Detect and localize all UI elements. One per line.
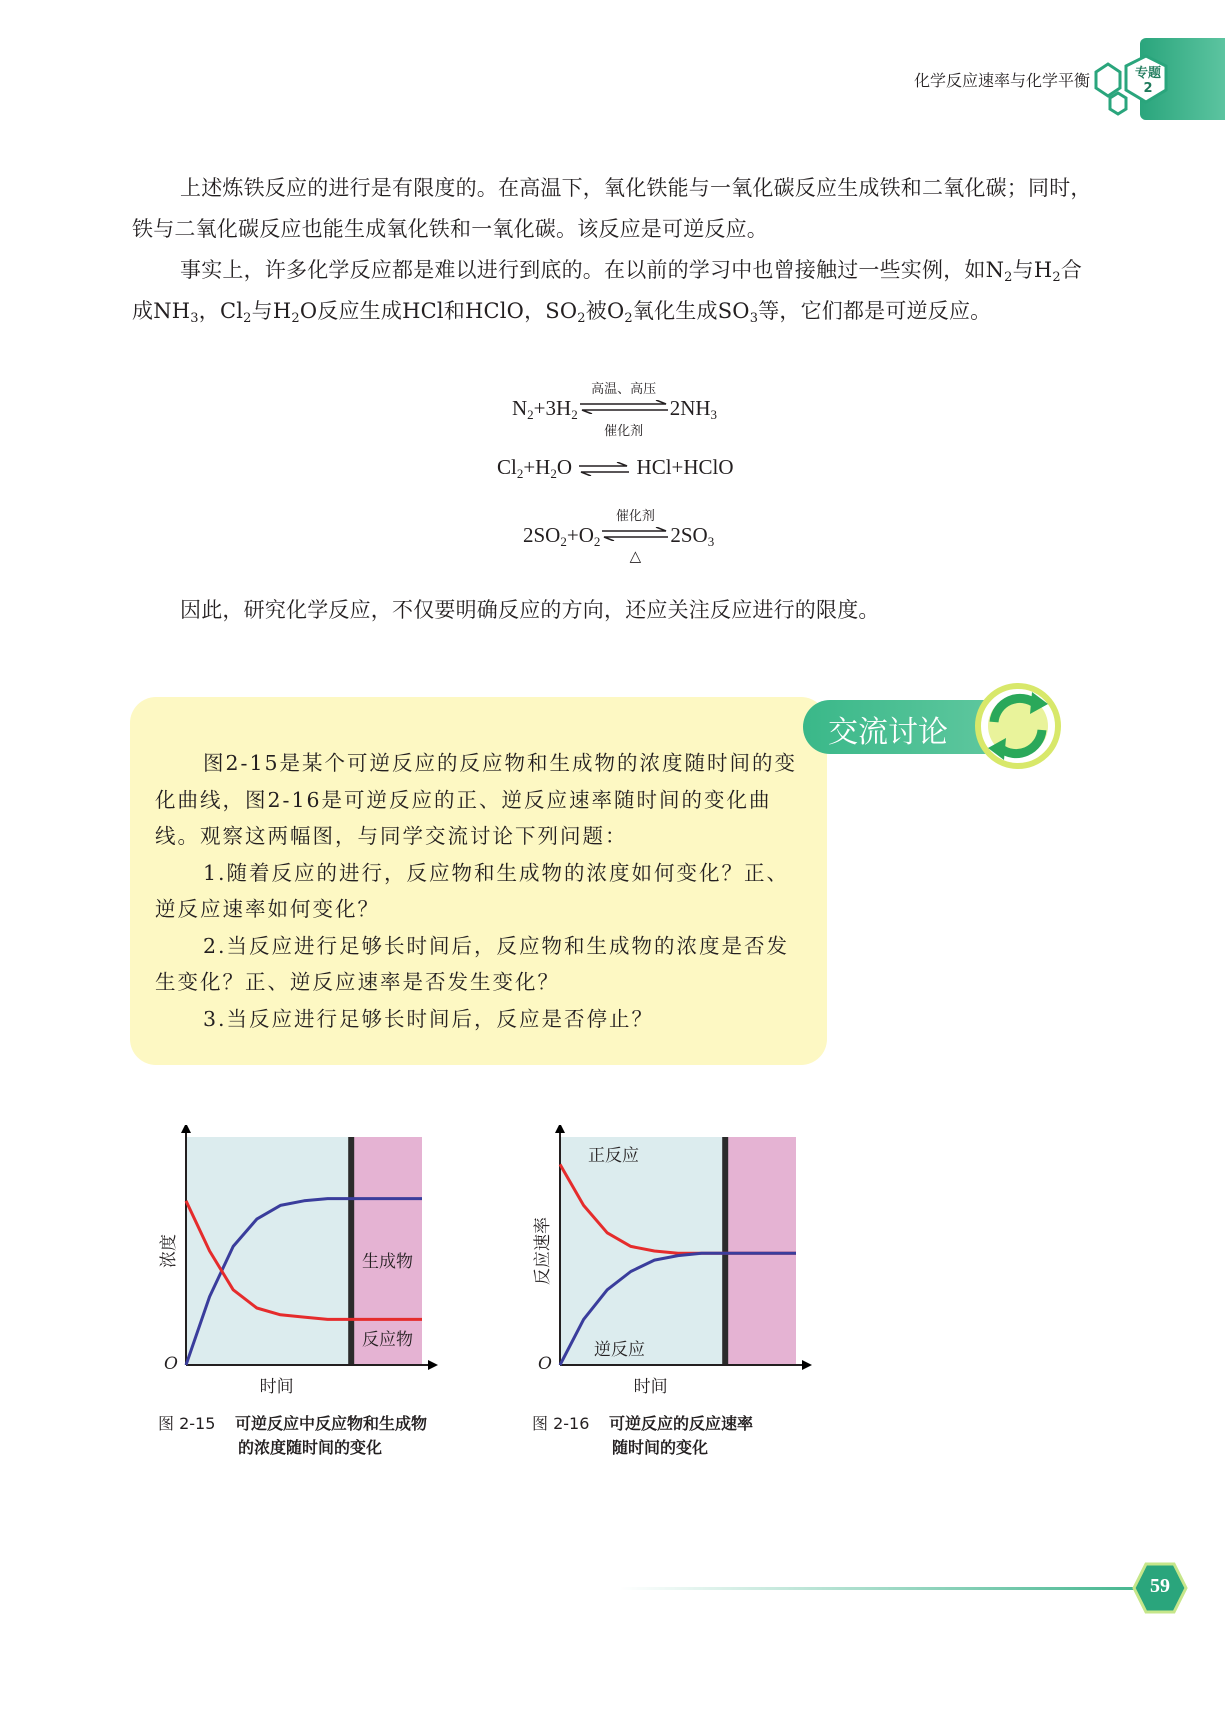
condition-top: 高温、高压 [591,382,657,398]
paragraph-2-text: 事实上，许多化学反应都是难以进行到底的。在以前的学习中也曾接触过一些实例，如$N_2$与$H_2$合成$NH_3$，$Cl_2$与$H_2O$反应生成HCl和HClO，$SO_2$被$O_2$氧化生成$SO_3$等，它们都是可逆反应。 [132,258,1083,326]
footer-line [620,1587,1140,1590]
reversible-arrow-icon [600,509,670,566]
y-axis-label: 浓度 [159,1234,179,1268]
origin-label: O [164,1354,178,1374]
equation-3: $2SO_2+O_2$ 催化剂 △ $2SO_3$ [523,523,714,549]
x-axis-arrow [802,1360,812,1370]
chapter-title: 化学反应速率与化学平衡 [913,71,1090,90]
series-label-0: 正反应 [588,1146,639,1166]
chapter-badge-label: 专题 [1134,66,1161,81]
plot-background [560,1137,725,1365]
reversible-arrow-icon [577,462,631,476]
discussion-question-2: 2.当反应进行足够长时间后，反应物和生成物的浓度是否发生变化？正、逆反应速率是否发生变化？ [155,933,790,994]
reversible-arrow-icon [578,382,670,440]
cycle-arrows-icon [972,680,1064,772]
series-label-1: 逆反应 [594,1340,645,1360]
figure-2-15-caption [158,1412,427,1460]
discussion-question-1: 1.随着反应的进行，反应物和生成物的浓度如何变化？正、逆反应速率如何变化？ [155,860,790,921]
figure-2-15-number: 图 2-15 [158,1414,216,1433]
origin-label: O [538,1354,552,1374]
series-label-1: 反应物 [362,1330,413,1350]
paragraph-1-text: 上述炼铁反应的进行是有限度的。在高温下，氧化铁能与一氧化碳反应生成铁和二氧化碳；同时，铁与二氧化碳反应也能生成氧化铁和一氧化碳。该反应是可逆反应。 [132,176,1092,241]
figure-2-15-title-line2: 的浓度随时间的变化 [238,1438,383,1457]
discussion-text [155,745,805,1037]
discussion-question-3: 3.当反应进行足够长时间后，反应是否停止？ [203,1006,655,1031]
series-label-0: 生成物 [362,1252,413,1272]
equation-1: $N_2+3H_2$ 高温、高压 催化剂 $2NH_3$ [512,396,717,422]
figure-2-16-title-line2: 随时间的变化 [612,1438,709,1457]
paragraph-1 [132,168,1092,250]
y-axis-label: 反应速率 [533,1217,553,1285]
figure-2-16-caption [532,1412,753,1460]
discussion-intro: 图2-15是某个可逆反应的反应物和生成物的浓度随时间的变化曲线，图2-16是可逆反应的正、逆反应速率随时间的变化曲线。观察这两幅图，与同学交流讨论下列问题： [155,751,798,848]
discussion-title: 交流讨论 [828,715,948,750]
paragraph-2 [132,250,1092,332]
chapter-badge [1126,66,1170,96]
chapter-badge-number: 2 [1143,81,1153,96]
condition-bottom: △ [629,547,642,566]
y-axis-arrow [555,1125,565,1133]
condition-top: 催化剂 [615,509,655,525]
equation-2: $Cl_2+H_2O$ HCl+HClO [497,455,734,481]
page-number: 59 [1150,1575,1170,1597]
figure-2-15-chart [150,1125,440,1395]
paragraph-3 [132,590,1092,631]
x-axis-arrow [428,1360,438,1370]
paragraph-3-text: 因此，研究化学反应，不仅要明确反应的方向，还应关注反应进行的限度。 [180,598,880,622]
figure-2-16-number: 图 2-16 [532,1414,590,1433]
condition-bottom: 催化剂 [604,424,644,440]
y-axis-arrow [181,1125,191,1133]
x-axis-label: 时间 [633,1377,668,1395]
figure-2-15-title-line1: 可逆反应中反应物和生成物 [234,1414,427,1433]
figure-2-16-chart [524,1125,814,1395]
x-axis-label: 时间 [259,1377,294,1395]
figure-2-16-title-line1: 可逆反应的反应速率 [608,1414,753,1433]
equilibrium-region [725,1137,796,1365]
